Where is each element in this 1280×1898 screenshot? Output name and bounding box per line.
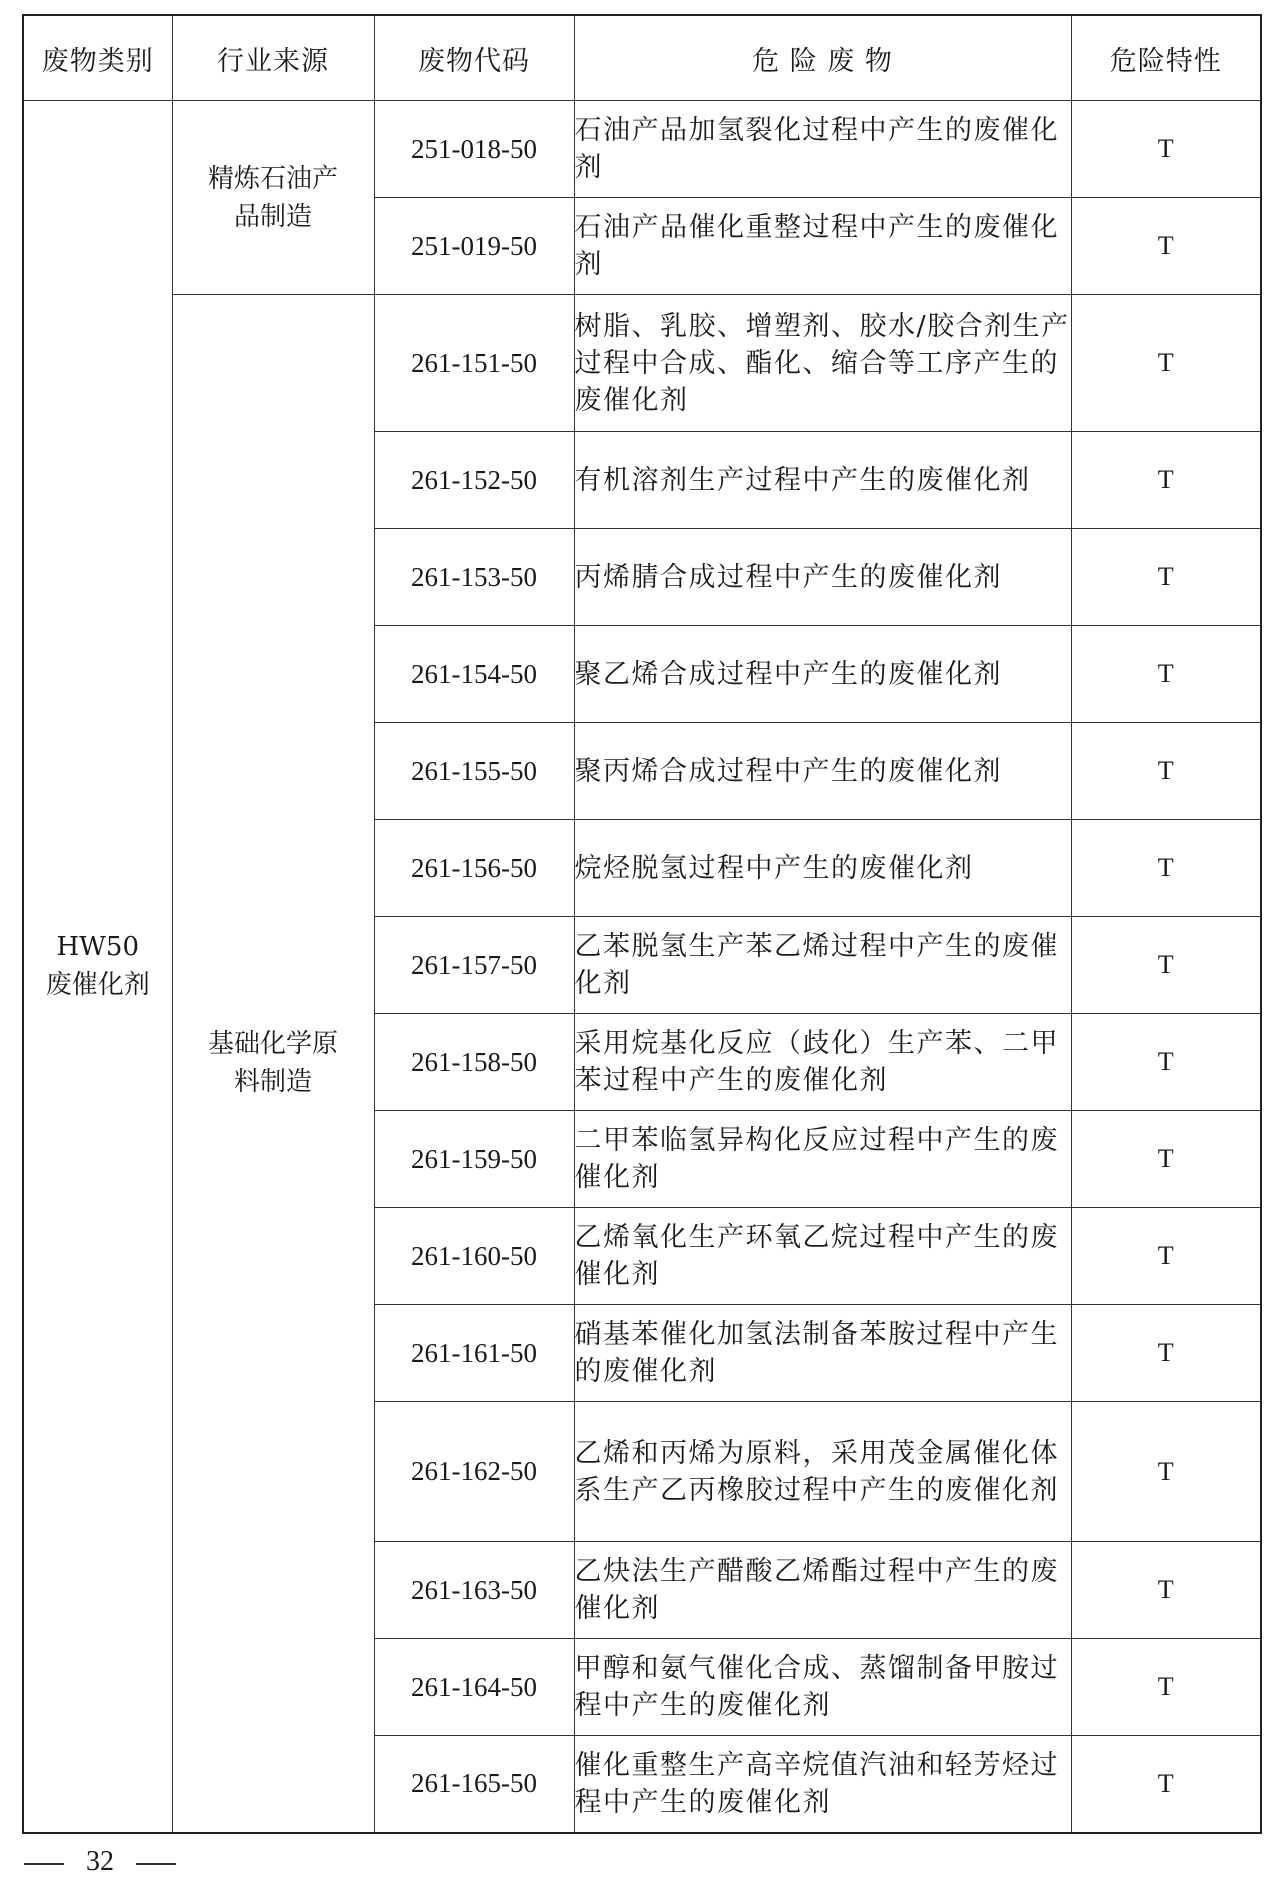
waste-code: 261-163-50 [374, 1542, 574, 1639]
hazard-characteristic: T [1071, 626, 1261, 723]
waste-code: 261-160-50 [374, 1208, 574, 1305]
waste-code: 261-165-50 [374, 1736, 574, 1833]
header-hazardous-waste: 危 险 废 物 [574, 15, 1071, 101]
hazardous-waste-table [22, 14, 1262, 1834]
waste-code: 261-159-50 [374, 1111, 574, 1208]
waste-description: 聚丙烯合成过程中产生的废催化剂 [574, 723, 1071, 820]
waste-code: 261-156-50 [374, 820, 574, 917]
waste-description: 石油产品催化重整过程中产生的废催化剂 [574, 198, 1071, 295]
waste-code: 261-161-50 [374, 1305, 574, 1402]
waste-description: 硝基苯催化加氢法制备苯胺过程中产生的废催化剂 [574, 1305, 1071, 1402]
hazard-characteristic: T [1071, 1208, 1261, 1305]
waste-description: 乙炔法生产醋酸乙烯酯过程中产生的废催化剂 [574, 1542, 1071, 1639]
hazard-characteristic: T [1071, 1305, 1261, 1402]
waste-code: 261-154-50 [374, 626, 574, 723]
hazard-characteristic: T [1071, 1402, 1261, 1542]
waste-description: 采用烷基化反应（歧化）生产苯、二甲苯过程中产生的废催化剂 [574, 1014, 1071, 1111]
header-category: 废物类别 [23, 15, 172, 101]
hazard-characteristic: T [1071, 1736, 1261, 1833]
waste-description: 二甲苯临氢异构化反应过程中产生的废催化剂 [574, 1111, 1071, 1208]
waste-code: 261-152-50 [374, 432, 574, 529]
waste-category-cell [23, 101, 172, 1833]
waste-description: 乙烯氧化生产环氧乙烷过程中产生的废催化剂 [574, 1208, 1071, 1305]
page-footer [24, 1846, 176, 1878]
header-code: 废物代码 [374, 15, 574, 101]
industry-source-cell [172, 101, 374, 295]
hazard-characteristic: T [1071, 917, 1261, 1014]
industry-source-label: 精炼石油产品制造 [207, 163, 338, 232]
industry-source-cell [172, 295, 374, 1833]
footer-dash-right [136, 1863, 176, 1865]
waste-code: 251-019-50 [374, 198, 574, 295]
waste-description: 石油产品加氢裂化过程中产生的废催化剂 [574, 101, 1071, 198]
header-characteristic: 危险特性 [1071, 15, 1261, 101]
hazard-characteristic: T [1071, 820, 1261, 917]
hazard-characteristic: T [1071, 1014, 1261, 1111]
waste-description: 催化重整生产高辛烷值汽油和轻芳烃过程中产生的废催化剂 [574, 1736, 1071, 1833]
waste-code: 251-018-50 [374, 101, 574, 198]
waste-description: 有机溶剂生产过程中产生的废催化剂 [574, 432, 1071, 529]
waste-code: 261-155-50 [374, 723, 574, 820]
hazard-characteristic: T [1071, 723, 1261, 820]
waste-description: 树脂、乳胶、增塑剂、胶水/胶合剂生产过程中合成、酯化、缩合等工序产生的废催化剂 [574, 295, 1071, 432]
waste-description: 甲醇和氨气催化合成、蒸馏制备甲胺过程中产生的废催化剂 [574, 1639, 1071, 1736]
waste-code: 261-153-50 [374, 529, 574, 626]
hazard-characteristic: T [1071, 1542, 1261, 1639]
waste-description: 聚乙烯合成过程中产生的废催化剂 [574, 626, 1071, 723]
hazard-characteristic: T [1071, 529, 1261, 626]
industry-source-label: 基础化学原料制造 [207, 1029, 338, 1098]
header-industry: 行业来源 [172, 15, 374, 101]
waste-description: 丙烯腈合成过程中产生的废催化剂 [574, 529, 1071, 626]
hazard-characteristic: T [1071, 198, 1261, 295]
waste-code: 261-164-50 [374, 1639, 574, 1736]
waste-category-code: HW50 [56, 932, 139, 963]
hazard-characteristic: T [1071, 101, 1261, 198]
footer-dash-left [24, 1863, 64, 1865]
table-row [23, 295, 1261, 432]
hazard-characteristic: T [1071, 432, 1261, 529]
waste-description: 乙苯脱氢生产苯乙烯过程中产生的废催化剂 [574, 917, 1071, 1014]
waste-code: 261-162-50 [374, 1402, 574, 1542]
page-number: 32 [86, 1846, 114, 1877]
waste-code: 261-158-50 [374, 1014, 574, 1111]
table-row [23, 101, 1261, 198]
waste-description: 烷烃脱氢过程中产生的废催化剂 [574, 820, 1071, 917]
waste-category-name: 废催化剂 [45, 970, 150, 1001]
waste-description: 乙烯和丙烯为原料，采用茂金属催化体系生产乙丙橡胶过程中产生的废催化剂 [574, 1402, 1071, 1542]
waste-code: 261-157-50 [374, 917, 574, 1014]
waste-code: 261-151-50 [374, 295, 574, 432]
hazard-characteristic: T [1071, 1639, 1261, 1736]
hazard-characteristic: T [1071, 1111, 1261, 1208]
hazard-characteristic: T [1071, 295, 1261, 432]
table-header-row [23, 15, 1261, 101]
